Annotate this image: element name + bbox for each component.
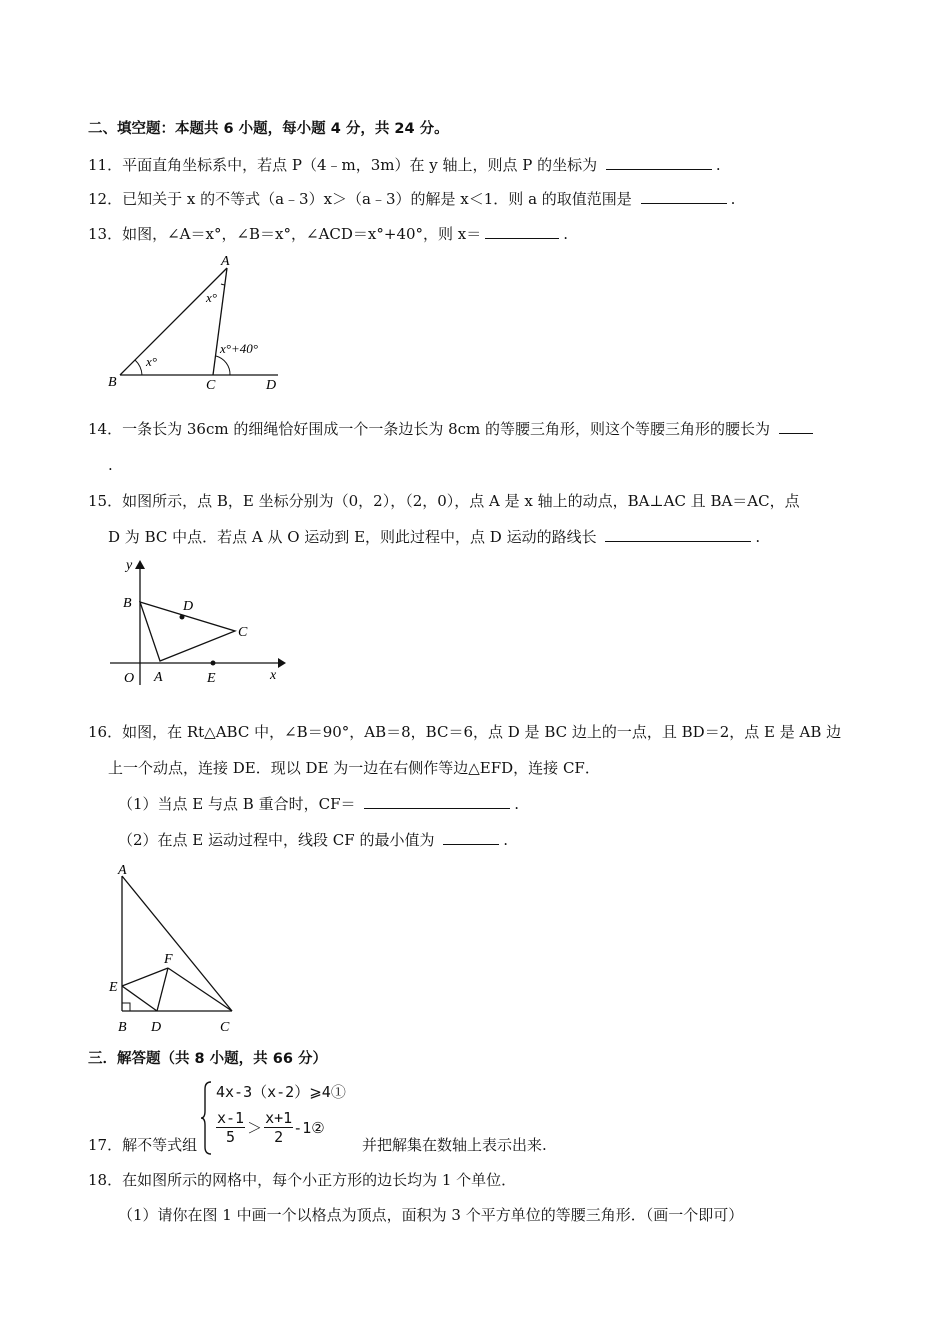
q13-triangle-figure (100, 250, 290, 395)
question-text: 平面直角坐标系中，若点 P（4﹣m，3m）在 y 轴上，则点 P 的坐标为 (122, 156, 598, 174)
segment-ed (122, 986, 157, 1011)
inequality-2 (216, 1109, 325, 1146)
left-brace (200, 1081, 212, 1155)
label-e: E (109, 980, 118, 995)
label-b: B (118, 1020, 127, 1035)
segment-ef (122, 968, 168, 986)
segment-ba (120, 268, 227, 375)
question-number: 18． (88, 1171, 123, 1189)
answer-blank[interactable] (485, 224, 559, 239)
point-e (211, 661, 216, 666)
question-15-line-2 (108, 527, 760, 547)
period: . (755, 528, 761, 546)
question-15-line-1 (88, 491, 800, 511)
x-axis-arrow (278, 658, 286, 668)
question-text: 如图，在 Rt△ABC 中，∠B＝90°，AB＝8，BC＝6，点 D 是 BC 边上的一点，且 BD＝2，点 E 是 AB 边 (122, 723, 842, 741)
question-number: 12． (88, 190, 123, 208)
question-text: D 为 BC 中点．若点 A 从 O 运动到 E，则此过程中，点 D 运动的路线长 (108, 528, 597, 546)
question-number: 13． (88, 225, 123, 243)
label-a: A (154, 670, 163, 685)
question-text: 一条长为 36cm 的细绳恰好围成一个一条边长为 8cm 的等腰三角形，则这个等腰三角形的腰长为 (122, 420, 771, 438)
question-text: （2）在点 E 运动过程中，线段 CF 的最小值为 (118, 831, 435, 849)
answer-blank[interactable] (605, 527, 751, 542)
question-16-line-1 (88, 722, 841, 742)
question-18-part-1: （1）请你在图 1 中画一个以格点为顶点，面积为 3 个平方单位的等腰三角形．（画一个即可） (118, 1206, 744, 1224)
label-x: x (270, 668, 277, 683)
label-a: A (221, 254, 230, 269)
answer-blank[interactable] (364, 794, 510, 809)
question-11 (88, 155, 721, 175)
label-angle-b: x° (146, 354, 157, 369)
answer-blank[interactable] (606, 155, 712, 170)
label-angle-c: x°+40° (220, 341, 258, 356)
question-number: 16． (88, 723, 123, 741)
segment-fd (157, 968, 168, 1011)
denominator: 5 (226, 1128, 236, 1146)
label-b: B (123, 596, 132, 611)
period: . (514, 795, 520, 813)
relation: ＞ (247, 1119, 263, 1137)
label-c: C (206, 378, 216, 393)
point-d (180, 615, 185, 620)
right-angle-mark (122, 1003, 130, 1011)
question-text: 在如图所示的网格中，每个小正方形的边长均为 1 个单位． (122, 1171, 517, 1189)
question-text: 已知关于 x 的不等式（a﹣3）x＞（a﹣3）的解是 x＜1．则 a 的取值范围是 (122, 190, 632, 208)
question-13 (88, 224, 568, 244)
label-c: C (220, 1020, 230, 1035)
numerator: x-1 (217, 1109, 245, 1127)
q16-triangle-figure (102, 858, 252, 1038)
segment-fc (168, 968, 232, 1011)
label-d: D (266, 378, 277, 393)
label-angle-a: x° (206, 290, 217, 305)
fraction-2 (264, 1109, 293, 1146)
numerator: x+1 (265, 1109, 293, 1127)
segment-ac (213, 268, 227, 375)
question-text: 如图，∠A＝x°，∠B＝x°，∠ACD＝x°+40°，则 x＝ (122, 225, 482, 243)
q15-coordinate-figure (108, 555, 288, 690)
question-number: 17． (88, 1136, 123, 1154)
fraction-1 (216, 1109, 245, 1146)
y-axis-arrow (135, 560, 145, 569)
period: . (730, 190, 736, 208)
inequality-1: 4x-3（x-2）⩾4① (216, 1083, 346, 1101)
label-c: C (238, 625, 248, 640)
tail: -1② (293, 1118, 325, 1137)
question-number: 15． (88, 492, 123, 510)
label-y: y (126, 558, 133, 573)
question-number: 11． (88, 156, 123, 174)
section-3-heading: 三．解答题（共 8 小题，共 66 分） (88, 1051, 327, 1067)
label-d: D (183, 599, 194, 614)
question-text: （1）当点 E 与点 B 重合时，CF＝ (118, 795, 356, 813)
label-e: E (207, 671, 216, 686)
question-text: 解不等式组 (122, 1136, 198, 1154)
question-number: 14． (88, 420, 123, 438)
period: . (503, 831, 509, 849)
question-17 (88, 1135, 197, 1155)
period: . (563, 225, 569, 243)
label-f: F (164, 952, 173, 967)
label-o: O (124, 671, 135, 686)
inequality-system (200, 1079, 360, 1157)
question-14-end: . (108, 456, 113, 474)
period: . (715, 156, 721, 174)
question-16-part-2 (118, 830, 508, 850)
label-b: B (108, 375, 117, 390)
answer-blank[interactable] (641, 189, 727, 204)
angle-arc-b (135, 360, 142, 375)
denominator: 2 (274, 1128, 284, 1146)
question-14 (88, 419, 817, 439)
label-a: A (118, 863, 127, 878)
answer-blank[interactable] (443, 830, 499, 845)
label-d: D (151, 1020, 162, 1035)
question-text: 如图所示，点 B，E 坐标分别为（0，2），（2，0），点 A 是 x 轴上的动点，BA⊥AC 且 BA＝AC，点 (122, 492, 800, 510)
question-12 (88, 189, 735, 209)
question-18 (88, 1170, 516, 1190)
angle-arc-c (216, 356, 230, 375)
question-16-line-2: 上一个动点，连接 DE．现以 DE 为一边在右侧作等边△EFD，连接 CF． (108, 759, 600, 777)
segment-ac (122, 876, 232, 1011)
question-17-after: 并把解集在数轴上表示出来. (362, 1136, 547, 1154)
answer-blank[interactable] (779, 419, 813, 434)
section-2-heading: 二、填空题：本题共 6 小题，每小题 4 分，共 24 分。 (88, 121, 449, 137)
question-16-part-1 (118, 794, 519, 814)
